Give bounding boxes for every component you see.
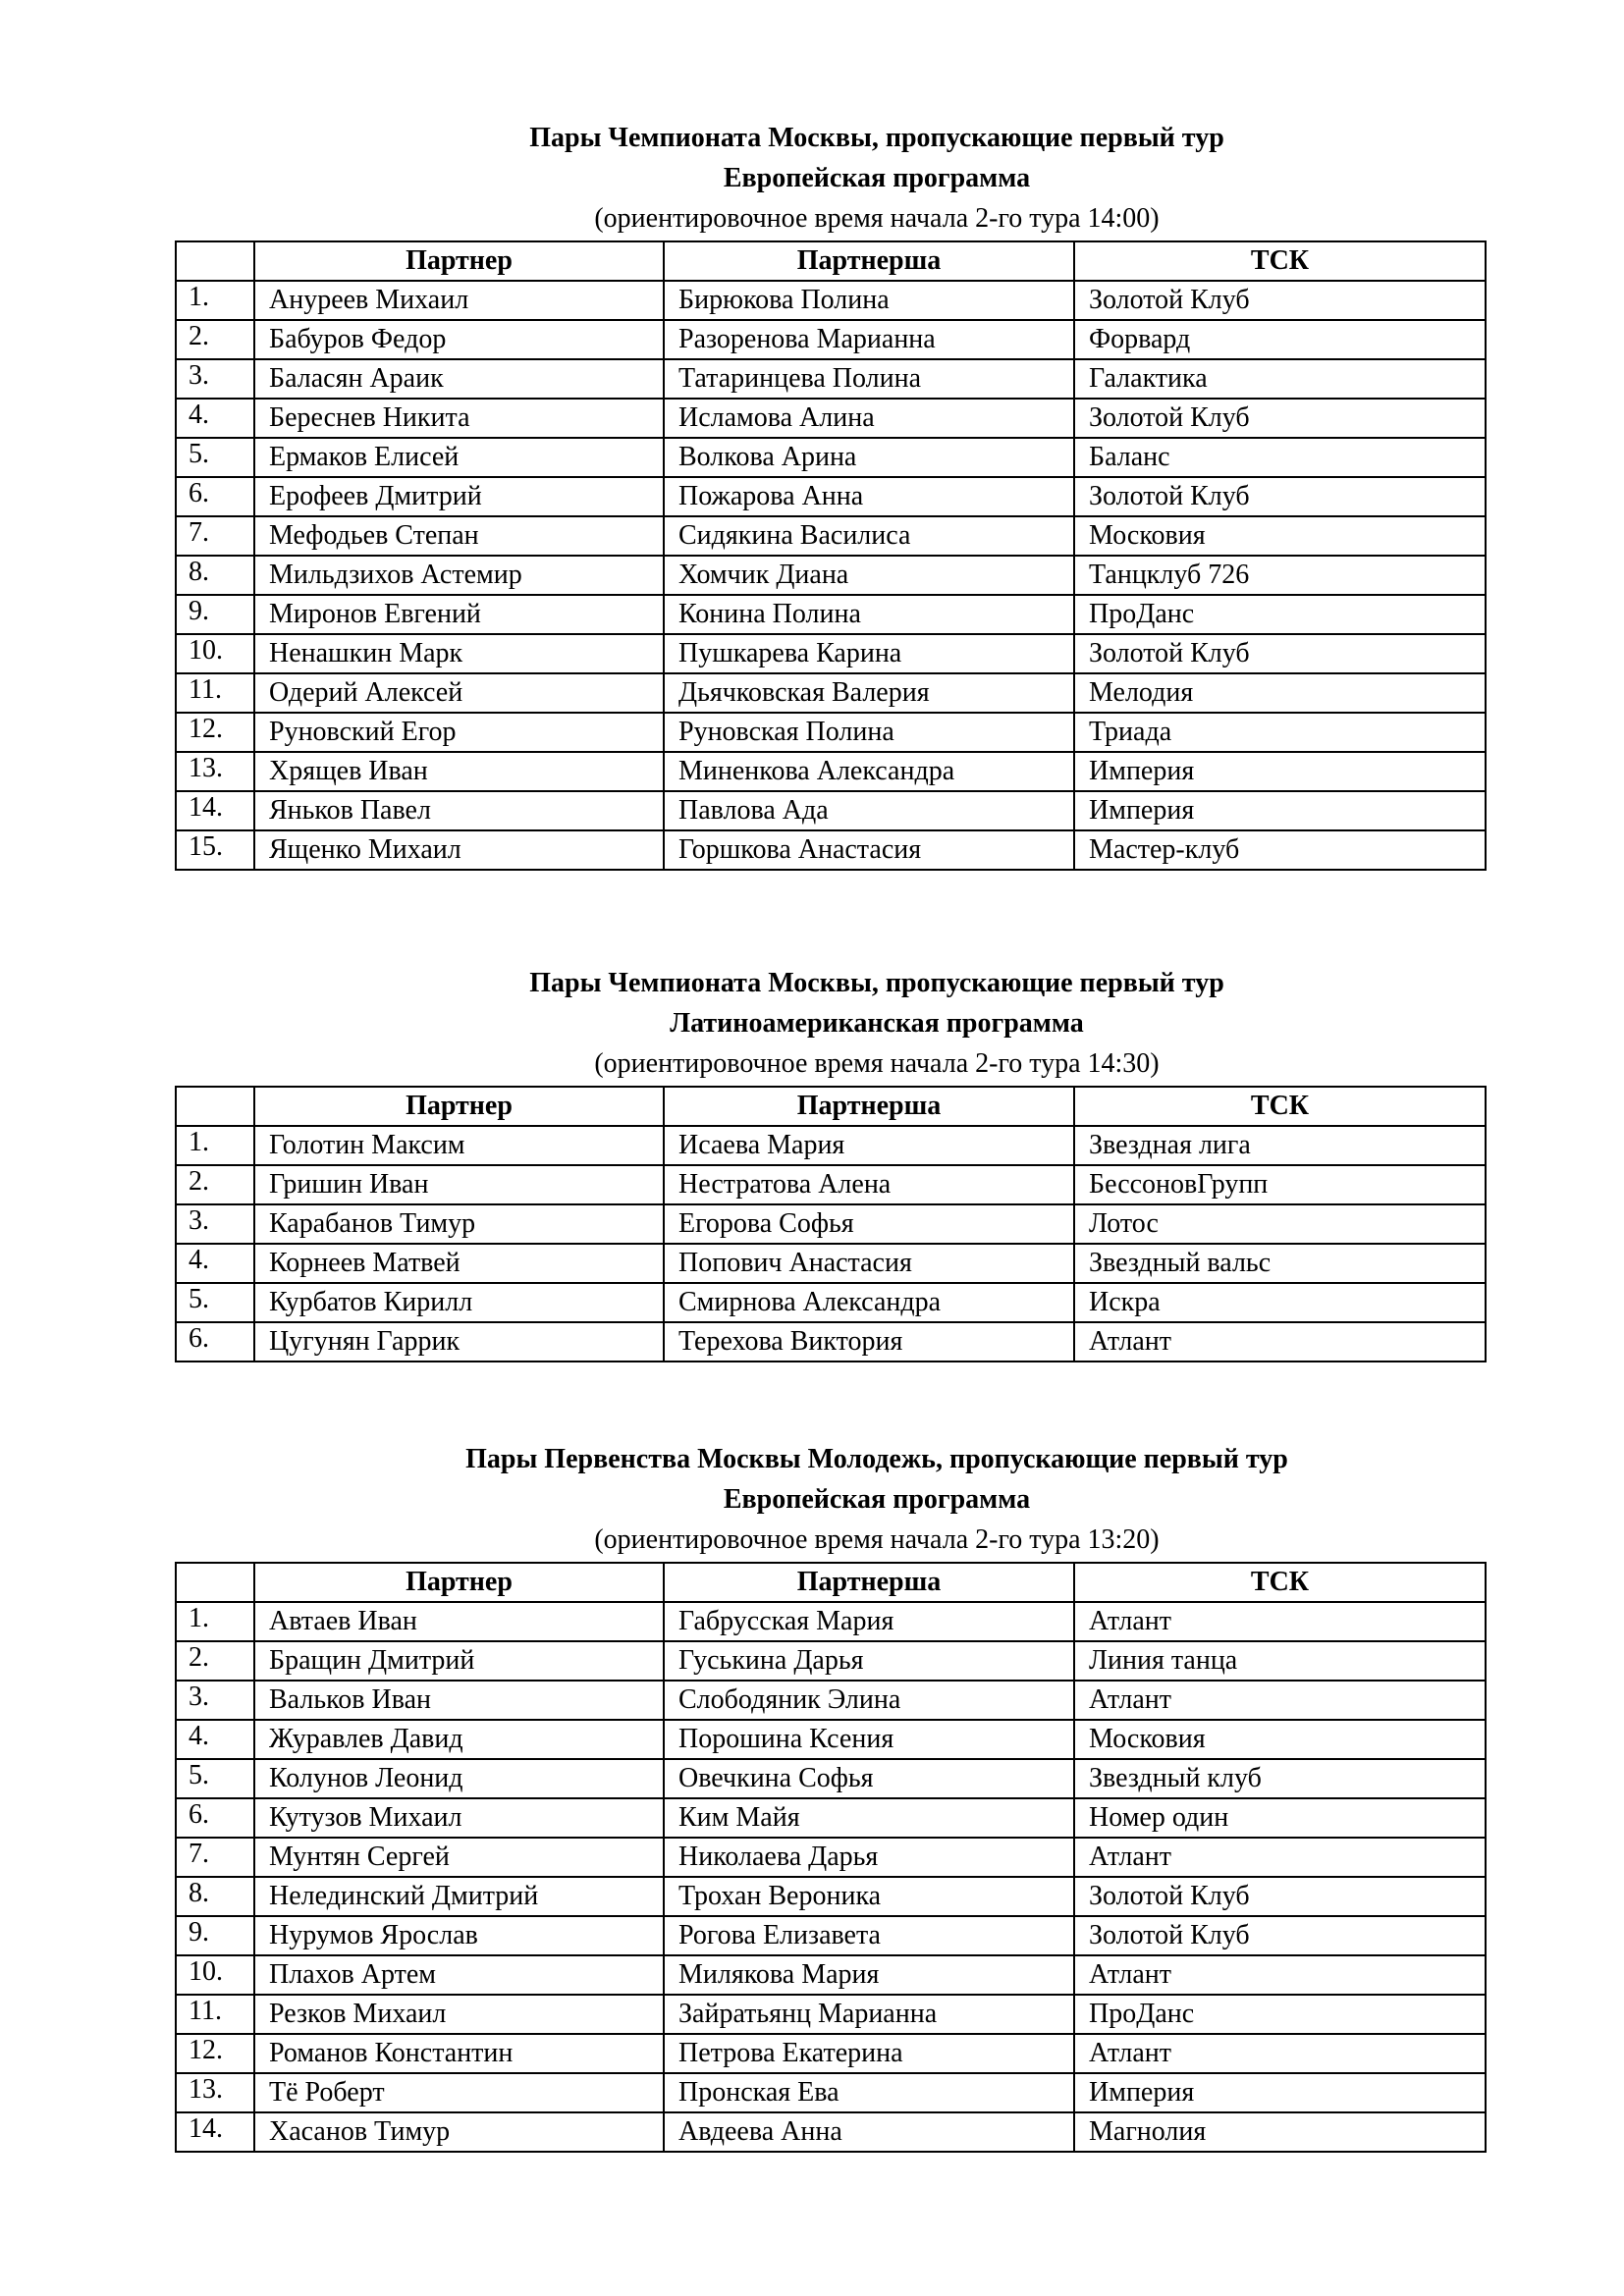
table-row xyxy=(176,713,1486,752)
partner-female-cell: Слободяник Элина xyxy=(664,1681,1074,1720)
partner-cell: Плахов Артем xyxy=(254,1955,664,1995)
club-cell: Московия xyxy=(1074,1720,1486,1759)
table-row xyxy=(176,1641,1486,1681)
row-number: 11. xyxy=(176,1995,254,2034)
partner-female-cell: Терехова Виктория xyxy=(664,1322,1074,1362)
section-titles xyxy=(175,1439,1579,1560)
section-titles xyxy=(175,963,1579,1084)
partner-female-cell: Пронская Ева xyxy=(664,2073,1074,2112)
partner-female-cell: Хомчик Диана xyxy=(664,556,1074,595)
partner-cell: Миронов Евгений xyxy=(254,595,664,634)
partner-cell: Гришин Иван xyxy=(254,1165,664,1204)
program-name: Латиноамериканская программа xyxy=(670,1008,1084,1039)
club-cell: Галактика xyxy=(1074,359,1486,399)
club-cell: Атлант xyxy=(1074,2034,1486,2073)
table-row xyxy=(176,2073,1486,2112)
row-number: 5. xyxy=(176,438,254,477)
table-row xyxy=(176,1838,1486,1877)
start-time-note: (ориентировочное время начала 2-го тура 13:20) xyxy=(594,1524,1160,1555)
pairs-table xyxy=(175,240,1487,871)
club-cell: Золотой Клуб xyxy=(1074,477,1486,516)
table-row xyxy=(176,556,1486,595)
partner-cell: Мефодьев Степан xyxy=(254,516,664,556)
row-number: 2. xyxy=(176,320,254,359)
row-number: 12. xyxy=(176,2034,254,2073)
partner-cell: Хасанов Тимур xyxy=(254,2112,664,2152)
row-number: 2. xyxy=(176,1165,254,1204)
row-number: 11. xyxy=(176,673,254,713)
row-number: 6. xyxy=(176,1798,254,1838)
table-row xyxy=(176,1126,1486,1165)
partner-female-cell: Попович Анастасия xyxy=(664,1244,1074,1283)
partner-cell: Береснев Никита xyxy=(254,399,664,438)
pairs-table xyxy=(175,1086,1487,1362)
partner-cell: Журавлев Давид xyxy=(254,1720,664,1759)
table-row xyxy=(176,477,1486,516)
partner-female-cell: Порошина Ксения xyxy=(664,1720,1074,1759)
partner-female-cell: Габрусская Мария xyxy=(664,1602,1074,1641)
table-row xyxy=(176,752,1486,791)
partner-female-cell: Дьячковская Валерия xyxy=(664,673,1074,713)
table-row xyxy=(176,634,1486,673)
partner-female-cell: Горшкова Анастасия xyxy=(664,830,1074,870)
club-cell: Золотой Клуб xyxy=(1074,399,1486,438)
row-number: 12. xyxy=(176,713,254,752)
partner-cell: Нелединский Дмитрий xyxy=(254,1877,664,1916)
partner-cell: Кутузов Михаил xyxy=(254,1798,664,1838)
partner-female-cell: Исламова Алина xyxy=(664,399,1074,438)
pairs-section xyxy=(175,118,1485,871)
row-number: 1. xyxy=(176,281,254,320)
club-cell: Звездный вальс xyxy=(1074,1244,1486,1283)
row-number: 4. xyxy=(176,1720,254,1759)
club-cell: Империя xyxy=(1074,752,1486,791)
partner-female-cell: Миненкова Александра xyxy=(664,752,1074,791)
partner-female-cell: Пожарова Анна xyxy=(664,477,1074,516)
row-number: 5. xyxy=(176,1283,254,1322)
row-number: 15. xyxy=(176,830,254,870)
partner-female-cell: Нестратова Алена xyxy=(664,1165,1074,1204)
table-row xyxy=(176,1916,1486,1955)
partner-cell: Колунов Леонид xyxy=(254,1759,664,1798)
table-row xyxy=(176,830,1486,870)
table-row xyxy=(176,791,1486,830)
table-header-row xyxy=(176,1087,1486,1126)
club-cell: Форвард xyxy=(1074,320,1486,359)
club-cell: Номер один xyxy=(1074,1798,1486,1838)
partner-cell: Резков Михаил xyxy=(254,1995,664,2034)
table-row xyxy=(176,1955,1486,1995)
row-number: 7. xyxy=(176,1838,254,1877)
table-row xyxy=(176,359,1486,399)
club-cell: Золотой Клуб xyxy=(1074,281,1486,320)
partner-cell: Романов Константин xyxy=(254,2034,664,2073)
club-cell: Атлант xyxy=(1074,1955,1486,1995)
row-number: 4. xyxy=(176,399,254,438)
partner-female-cell: Овечкина Софья xyxy=(664,1759,1074,1798)
column-header: Партнерша xyxy=(664,1087,1074,1126)
partner-female-cell: Исаева Мария xyxy=(664,1126,1074,1165)
club-cell: БессоновГрупп xyxy=(1074,1165,1486,1204)
partner-female-cell: Разоренова Марианна xyxy=(664,320,1074,359)
partner-female-cell: Татаринцева Полина xyxy=(664,359,1074,399)
row-number: 3. xyxy=(176,1681,254,1720)
partner-cell: Автаев Иван xyxy=(254,1602,664,1641)
program-name: Европейская программа xyxy=(723,163,1031,193)
table-row xyxy=(176,281,1486,320)
partner-female-cell: Милякова Мария xyxy=(664,1955,1074,1995)
row-number: 1. xyxy=(176,1126,254,1165)
club-cell: ПроДанс xyxy=(1074,1995,1486,2034)
partner-female-cell: Сидякина Василиса xyxy=(664,516,1074,556)
club-cell: Московия xyxy=(1074,516,1486,556)
club-cell: Мелодия xyxy=(1074,673,1486,713)
table-row xyxy=(176,595,1486,634)
table-header-row xyxy=(176,241,1486,281)
partner-cell: Одерий Алексей xyxy=(254,673,664,713)
table-row xyxy=(176,438,1486,477)
column-header: Партнерша xyxy=(664,1563,1074,1602)
column-header xyxy=(176,241,254,281)
partner-female-cell: Петрова Екатерина xyxy=(664,2034,1074,2073)
partner-cell: Тё Роберт xyxy=(254,2073,664,2112)
table-row xyxy=(176,2112,1486,2152)
row-number: 8. xyxy=(176,1877,254,1916)
partner-female-cell: Бирюкова Полина xyxy=(664,281,1074,320)
club-cell: Золотой Клуб xyxy=(1074,1877,1486,1916)
partner-female-cell: Павлова Ада xyxy=(664,791,1074,830)
partner-cell: Голотин Максим xyxy=(254,1126,664,1165)
club-cell: Империя xyxy=(1074,2073,1486,2112)
table-row xyxy=(176,516,1486,556)
column-header: Партнер xyxy=(254,1087,664,1126)
partner-female-cell: Ким Майя xyxy=(664,1798,1074,1838)
table-row xyxy=(176,1204,1486,1244)
partner-cell: Нурумов Ярослав xyxy=(254,1916,664,1955)
club-cell: Атлант xyxy=(1074,1322,1486,1362)
partner-cell: Мунтян Сергей xyxy=(254,1838,664,1877)
pairs-table xyxy=(175,1562,1487,2153)
partner-female-cell: Гуськина Дарья xyxy=(664,1641,1074,1681)
partner-cell: Ануреев Михаил xyxy=(254,281,664,320)
row-number: 3. xyxy=(176,1204,254,1244)
table-row xyxy=(176,1165,1486,1204)
partner-female-cell: Конина Полина xyxy=(664,595,1074,634)
partner-cell: Ященко Михаил xyxy=(254,830,664,870)
club-cell: Искра xyxy=(1074,1283,1486,1322)
row-number: 4. xyxy=(176,1244,254,1283)
club-cell: Звездный клуб xyxy=(1074,1759,1486,1798)
row-number: 14. xyxy=(176,791,254,830)
partner-female-cell: Авдеева Анна xyxy=(664,2112,1074,2152)
start-time-note: (ориентировочное время начала 2-го тура 14:30) xyxy=(594,1048,1160,1079)
club-cell: Баланс xyxy=(1074,438,1486,477)
row-number: 2. xyxy=(176,1641,254,1681)
partner-female-cell: Смирнова Александра xyxy=(664,1283,1074,1322)
club-cell: Мастер-клуб xyxy=(1074,830,1486,870)
partner-female-cell: Николаева Дарья xyxy=(664,1838,1074,1877)
row-number: 6. xyxy=(176,1322,254,1362)
row-number: 1. xyxy=(176,1602,254,1641)
club-cell: Атлант xyxy=(1074,1602,1486,1641)
section-title: Пары Первенства Москвы Молодежь, пропускающие первый тур xyxy=(465,1444,1288,1474)
row-number: 10. xyxy=(176,1955,254,1995)
table-row xyxy=(176,673,1486,713)
partner-female-cell: Руновская Полина xyxy=(664,713,1074,752)
partner-cell: Ермаков Елисей xyxy=(254,438,664,477)
partner-cell: Руновский Егор xyxy=(254,713,664,752)
column-header xyxy=(176,1087,254,1126)
partner-cell: Баласян Араик xyxy=(254,359,664,399)
pairs-section xyxy=(175,963,1485,1362)
section-titles xyxy=(175,118,1579,239)
club-cell: Атлант xyxy=(1074,1681,1486,1720)
partner-cell: Бабуров Федор xyxy=(254,320,664,359)
club-cell: ПроДанс xyxy=(1074,595,1486,634)
program-name: Европейская программа xyxy=(723,1484,1031,1515)
table-row xyxy=(176,399,1486,438)
club-cell: Золотой Клуб xyxy=(1074,634,1486,673)
row-number: 14. xyxy=(176,2112,254,2152)
club-cell: Золотой Клуб xyxy=(1074,1916,1486,1955)
partner-female-cell: Егорова Софья xyxy=(664,1204,1074,1244)
column-header: ТСК xyxy=(1074,1087,1486,1126)
partner-cell: Яньков Павел xyxy=(254,791,664,830)
row-number: 3. xyxy=(176,359,254,399)
pairs-section xyxy=(175,1439,1485,2153)
table-row xyxy=(176,1602,1486,1641)
partner-cell: Цугунян Гаррик xyxy=(254,1322,664,1362)
partner-female-cell: Трохан Вероника xyxy=(664,1877,1074,1916)
partner-female-cell: Зайратьянц Марианна xyxy=(664,1995,1074,2034)
column-header: Партнер xyxy=(254,241,664,281)
column-header: ТСК xyxy=(1074,1563,1486,1602)
section-title: Пары Чемпионата Москвы, пропускающие первый тур xyxy=(529,968,1224,998)
row-number: 9. xyxy=(176,595,254,634)
column-header: ТСК xyxy=(1074,241,1486,281)
row-number: 6. xyxy=(176,477,254,516)
row-number: 13. xyxy=(176,752,254,791)
column-header xyxy=(176,1563,254,1602)
partner-cell: Мильдзихов Астемир xyxy=(254,556,664,595)
table-row xyxy=(176,1720,1486,1759)
table-row xyxy=(176,1798,1486,1838)
section-title: Пары Чемпионата Москвы, пропускающие первый тур xyxy=(529,123,1224,153)
table-row xyxy=(176,1681,1486,1720)
partner-cell: Хрящев Иван xyxy=(254,752,664,791)
club-cell: Звездная лига xyxy=(1074,1126,1486,1165)
partner-female-cell: Волкова Арина xyxy=(664,438,1074,477)
table-row xyxy=(176,320,1486,359)
row-number: 13. xyxy=(176,2073,254,2112)
club-cell: Танцклуб 726 xyxy=(1074,556,1486,595)
partner-cell: Ненашкин Марк xyxy=(254,634,664,673)
row-number: 7. xyxy=(176,516,254,556)
club-cell: Империя xyxy=(1074,791,1486,830)
club-cell: Линия танца xyxy=(1074,1641,1486,1681)
table-row xyxy=(176,1995,1486,2034)
partner-cell: Ерофеев Дмитрий xyxy=(254,477,664,516)
partner-cell: Вальков Иван xyxy=(254,1681,664,1720)
club-cell: Атлант xyxy=(1074,1838,1486,1877)
partner-cell: Бращин Дмитрий xyxy=(254,1641,664,1681)
column-header: Партнерша xyxy=(664,241,1074,281)
partner-cell: Корнеев Матвей xyxy=(254,1244,664,1283)
partner-female-cell: Рогова Елизавета xyxy=(664,1916,1074,1955)
partner-cell: Курбатов Кирилл xyxy=(254,1283,664,1322)
table-row xyxy=(176,1877,1486,1916)
table-row xyxy=(176,1244,1486,1283)
row-number: 10. xyxy=(176,634,254,673)
partner-female-cell: Пушкарева Карина xyxy=(664,634,1074,673)
club-cell: Триада xyxy=(1074,713,1486,752)
table-header-row xyxy=(176,1563,1486,1602)
table-row xyxy=(176,1759,1486,1798)
table-row xyxy=(176,2034,1486,2073)
club-cell: Лотос xyxy=(1074,1204,1486,1244)
table-row xyxy=(176,1322,1486,1362)
row-number: 5. xyxy=(176,1759,254,1798)
club-cell: Магнолия xyxy=(1074,2112,1486,2152)
table-row xyxy=(176,1283,1486,1322)
row-number: 9. xyxy=(176,1916,254,1955)
row-number: 8. xyxy=(176,556,254,595)
partner-cell: Карабанов Тимур xyxy=(254,1204,664,1244)
column-header: Партнер xyxy=(254,1563,664,1602)
start-time-note: (ориентировочное время начала 2-го тура 14:00) xyxy=(594,203,1160,234)
